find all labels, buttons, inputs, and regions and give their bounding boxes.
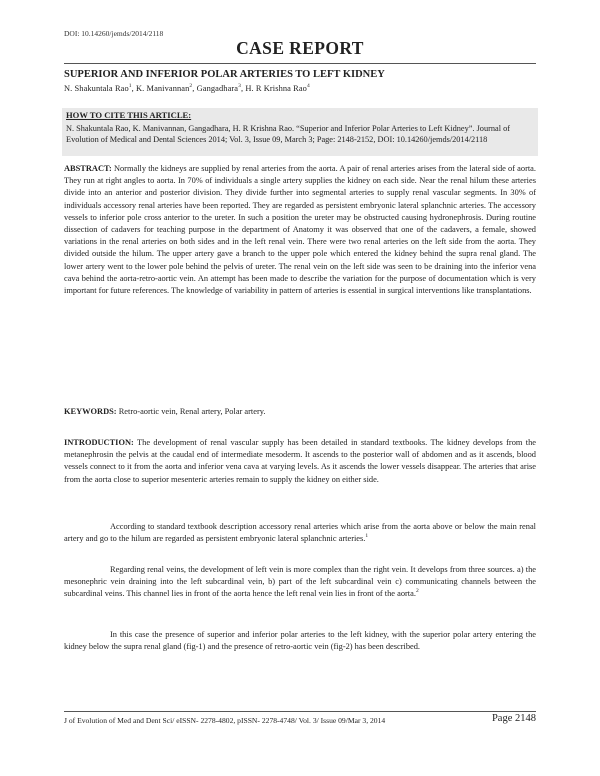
abstract-text: Normally the kidneys are supplied by renal arteries from the aorta. A pair of renal arteries arises from the lateral side of aorta. They run at right angles to aorta. In 70% of individuals a single artery supplies the kidney on each side. Near the renal hilum these arteries divide into an anterior and posterior division. They divide further into segmental arteries to supply renal vascular segments. In 30% of individuals accessory renal arteries have been reported. They are regarded as persistent embryonic lateral splanchnic arteries. The accessory vessels to inferior pole cross anterior to the ureter. In such a position the ureter may be obstructed causing hydronephrosis. During routine dissection of cadavers for teaching purpose in the department of Anatomy it was observed that one of the cadavers, a female, showed variations in the renal arteries on both sides and in the left renal vein. There were two renal arteries on the left side from the aorta. They divided outside the hilum. The upper artery gave a branch to the upper pole which entered the kidney behind the supra renal gland. The lower artery went to the lower pole behind the pelvis of ureter. The renal vein on the left side was seen to be draining into the inferior vena cava behind the aorta-retro-aortic vein. An attempt has been made to describe the variation for the purpose of documentation which is very important for future references. The knowledge of variability in pattern of arteries is essential in surgical interventions like transplantations. (64, 164, 536, 296)
page-number: Page 2148 (491, 713, 536, 724)
keywords-label: KEYWORDS: (64, 407, 117, 416)
keywords-paragraph (64, 406, 536, 418)
affiliation-mark: 3 (238, 83, 241, 90)
abstract-paragraph (64, 163, 536, 297)
author-name: Gangadhara (196, 84, 239, 93)
doi-label: DOI: 10.14260/jemds/2014/2118 (64, 29, 164, 38)
body-paragraph (64, 521, 536, 545)
affiliation-mark: 4 (306, 83, 310, 90)
footer-divider (64, 711, 536, 712)
affiliation-mark: 1 (128, 83, 132, 90)
paragraph-text: In this case the presence of superior and inferior polar arteries to the left kidney, with the superior polar artery entering the kidney below the supra renal gland (fig-1) and the presence of retro-aortic vein (fig-2) has been described. (64, 630, 536, 652)
introduction-paragraph (64, 437, 536, 486)
keywords-text: Retro-aortic vein, Renal artery, Polar artery. (116, 407, 266, 416)
author-name: N. Shakuntala Rao (64, 84, 129, 93)
reference-mark: 1 (365, 533, 369, 540)
abstract-label: ABSTRACT: (64, 164, 112, 173)
body-paragraph (64, 629, 536, 653)
header-divider (64, 63, 536, 64)
article-title: SUPERIOR AND INFERIOR POLAR ARTERIES TO LEFT KIDNEY (64, 69, 385, 80)
introduction-text: The development of renal vascular supply has been detailed in standard textbooks. The kidney develops from the metanephrosin the pelvis at the caudal end of intermediate mesoderm. It ascends to the posterior wall of abdomen and as it ascends, blood vessels connect to it from the aorta and inferior vena cava at varying levels. As it ascends the lower vessels disappear. The arteries that arise from the aorta close to superior mesenteric arteries remain to supply the kidney on either side. (64, 438, 536, 484)
report-type-heading: CASE REPORT (236, 38, 364, 58)
affiliation-mark: 2 (189, 83, 193, 90)
footer-journal-info: J of Evolution of Med and Dent Sci/ eISSN- 2278-4802, pISSN- 2278-4748/ Vol. 3/ Issue 09/Mar 3, 2014 (64, 716, 386, 725)
paragraph-text: According to standard textbook description accessory renal arteries which arise from the aorta above or below the main renal artery and go to the hilum are regarded as persistent embryonic lateral splanchnic arteries. (64, 522, 536, 544)
author-list: N. Shakuntala Rao$^1$, K. Manivannan$^2$, Gangadhara$^3$, H. R Krishna Rao$^4$ (64, 83, 310, 93)
citation-text: N. Shakuntala Rao, K. Manivannan, Gangadhara, H. R Krishna Rao. “Superior and Inferior Polar Arteries to Left Kidney”. Journal of Evolution of Medical and Dental Sciences 2014; Vol. 3, Issue 09, March 3; Page: 2148-2152, DOI: 10.14260/jemds/2014/2118 (66, 124, 510, 145)
reference-mark: 2 (415, 588, 419, 595)
author-name: K. Manivannan (135, 84, 190, 93)
body-paragraph (64, 564, 536, 601)
paragraph-text: Regarding renal veins, the development of left vein is more complex than the right vein. It develops from three sources. a) the mesonephric vein draining into the left subcardinal vein, b) part of the left subcardinal vein c) communicating channels between the subcardinal veins. This channel lies in front of the aorta hence the left renal vein lies in front of the aorta. (64, 565, 536, 599)
citation-heading: HOW TO CITE THIS ARTICLE: (66, 110, 192, 120)
author-name: H. R Krishna Rao (245, 84, 307, 93)
introduction-label: INTRODUCTION: (64, 438, 134, 447)
